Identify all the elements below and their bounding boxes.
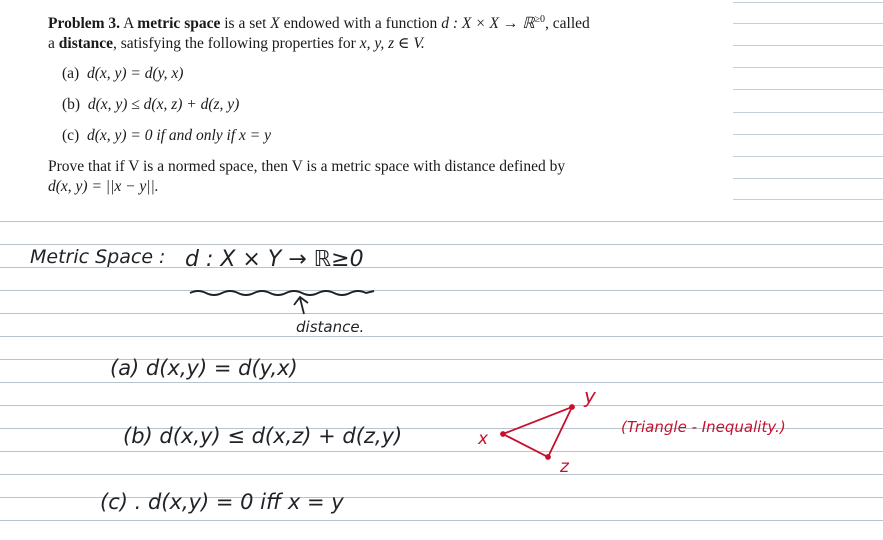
property-label: (c) bbox=[62, 127, 80, 145]
text: , satisfying the following properties for bbox=[113, 35, 356, 53]
triangle-vertex-z bbox=[546, 455, 550, 459]
property-label: (b) bbox=[62, 96, 81, 114]
triangle-label-z: z bbox=[560, 457, 569, 477]
term-metric-space: metric space bbox=[137, 15, 221, 33]
triangle-label-y: y bbox=[584, 384, 596, 408]
math-function-signature: d : X × X → ℝ bbox=[441, 15, 535, 33]
term-distance: distance bbox=[58, 35, 114, 53]
hw-metric-space-title: Metric Space : bbox=[30, 246, 166, 268]
triangle-label-x: x bbox=[478, 429, 489, 449]
triangle-inequality-note: (Triangle - Inequality.) bbox=[621, 418, 786, 436]
hw-property-b: (b) d(x,y) ≤ d(x,z) + d(z,y) bbox=[123, 424, 403, 448]
hw-property-c: (c) . d(x,y) = 0 iff x = y bbox=[100, 490, 344, 514]
text: endowed with a function bbox=[283, 15, 438, 33]
triangle-diagram bbox=[501, 405, 574, 459]
hw-underline-squiggle bbox=[190, 291, 374, 295]
property-formula: d(x, y) = d(y, x) bbox=[86, 65, 184, 83]
text: , called bbox=[545, 15, 590, 33]
text: A bbox=[123, 15, 134, 33]
text: a bbox=[48, 35, 55, 53]
math-superscript: ≥0 bbox=[534, 14, 546, 25]
math-vars: x, y, z ∈ V. bbox=[359, 35, 425, 53]
math-set-x: X bbox=[270, 15, 280, 33]
hw-distance-note: distance. bbox=[296, 318, 365, 336]
triangle-vertex-y bbox=[570, 405, 574, 409]
property-label: (a) bbox=[62, 65, 80, 83]
prove-line-1: Prove that if V is a normed space, then V is a metric space with distance defined by bbox=[48, 158, 566, 176]
text: is a set bbox=[224, 15, 267, 33]
property-formula: d(x, y) = 0 if and only if x = y bbox=[86, 127, 272, 145]
prove-line-2: d(x, y) = ||x − y||. bbox=[48, 178, 159, 196]
property-formula: d(x, y) ≤ d(x, z) + d(z, y) bbox=[87, 96, 240, 114]
triangle-vertex-x bbox=[501, 432, 505, 436]
hw-function-signature: d : X × Y → ℝ≥0 bbox=[185, 247, 364, 272]
hw-arrow-icon bbox=[294, 297, 308, 314]
triangle-shape bbox=[503, 407, 572, 457]
problem-heading: Problem 3. bbox=[48, 15, 121, 33]
hw-property-a: (a) d(x,y) = d(y,x) bbox=[110, 356, 298, 380]
